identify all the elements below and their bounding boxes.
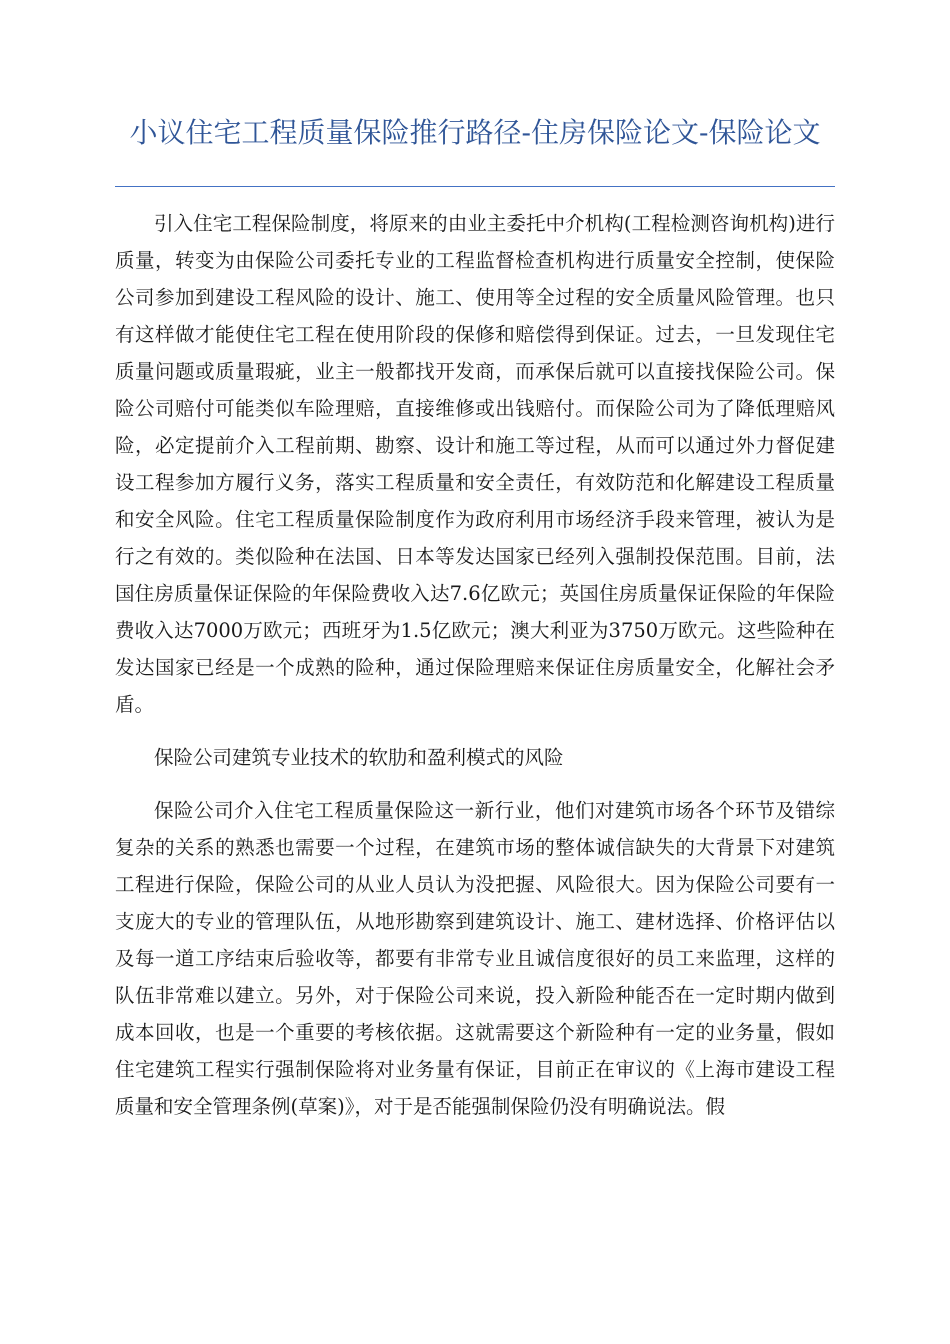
document-body [115, 205, 835, 1141]
paragraph-intro: 引入住宅工程保险制度，将原来的由业主委托中介机构(工程检测咨询机构)进行质量，转变为由保险公司委托专业的工程监督检查机构进行质量安全控制，使保险公司参加到建设工程风险的设计、施工、使用等全过程的安全质量风险管理。也只有这样做才能使住宅工程在使用阶段的保修和赔偿得到保证。过去，一旦发现住宅质量问题或质量瑕疵，业主一般都找开发商，而承保后就可以直接找保险公司。保险公司赔付可能类似车险理赔，直接维修或出钱赔付。而保险公司为了降低理赔风险，必定提前介入工程前期、勘察、设计和施工等过程，从而可以通过外力督促建设工程参加方履行义务，落实工程质量和安全责任，有效防范和化解建设工程质量和安全风险。住宅工程质量保险制度作为政府利用市场经济手段来管理，被认为是行之有效的。类似险种在法国、日本等发达国家已经列入强制投保范围。目前，法国住房质量保证保险的年保险费收入达7.6亿欧元；英国住房质量保证保险的年保险费收入达7000万欧元；西班牙为1.5亿欧元；澳大利亚为3750万欧元。这些险种在发达国家已经是一个成熟的险种，通过保险理赔来保证住房质量安全，化解社会矛盾。 [115, 212, 835, 716]
title-underline [115, 186, 835, 187]
section-heading: 保险公司建筑专业技术的软肋和盈利模式的风险 [154, 746, 564, 769]
document-title: 小议住宅工程质量保险推行路径-住房保险论文-保险论文 [129, 116, 821, 149]
paragraph-risk: 保险公司介入住宅工程质量保险这一新行业，他们对建筑市场各个环节及错综复杂的关系的熟悉也需要一个过程，在建筑市场的整体诚信缺失的大背景下对建筑工程进行保险，保险公司的从业人员认为没把握、风险很大。因为保险公司要有一支庞大的专业的管理队伍，从地形勘察到建筑设计、施工、建材选择、价格评估以及每一道工序结束后验收等，都要有非常专业且诚信度很好的员工来监理，这样的队伍非常难以建立。另外，对于保险公司来说，投入新险种能否在一定时期内做到成本回收，也是一个重要的考核依据。这就需要这个新险种有一定的业务量，假如住宅建筑工程实行强制保险将对业务量有保证，目前正在审议的《上海市建设工程质量和安全管理条例(草案)》，对于是否能强制保险仍没有明确说法。假 [115, 799, 835, 1118]
